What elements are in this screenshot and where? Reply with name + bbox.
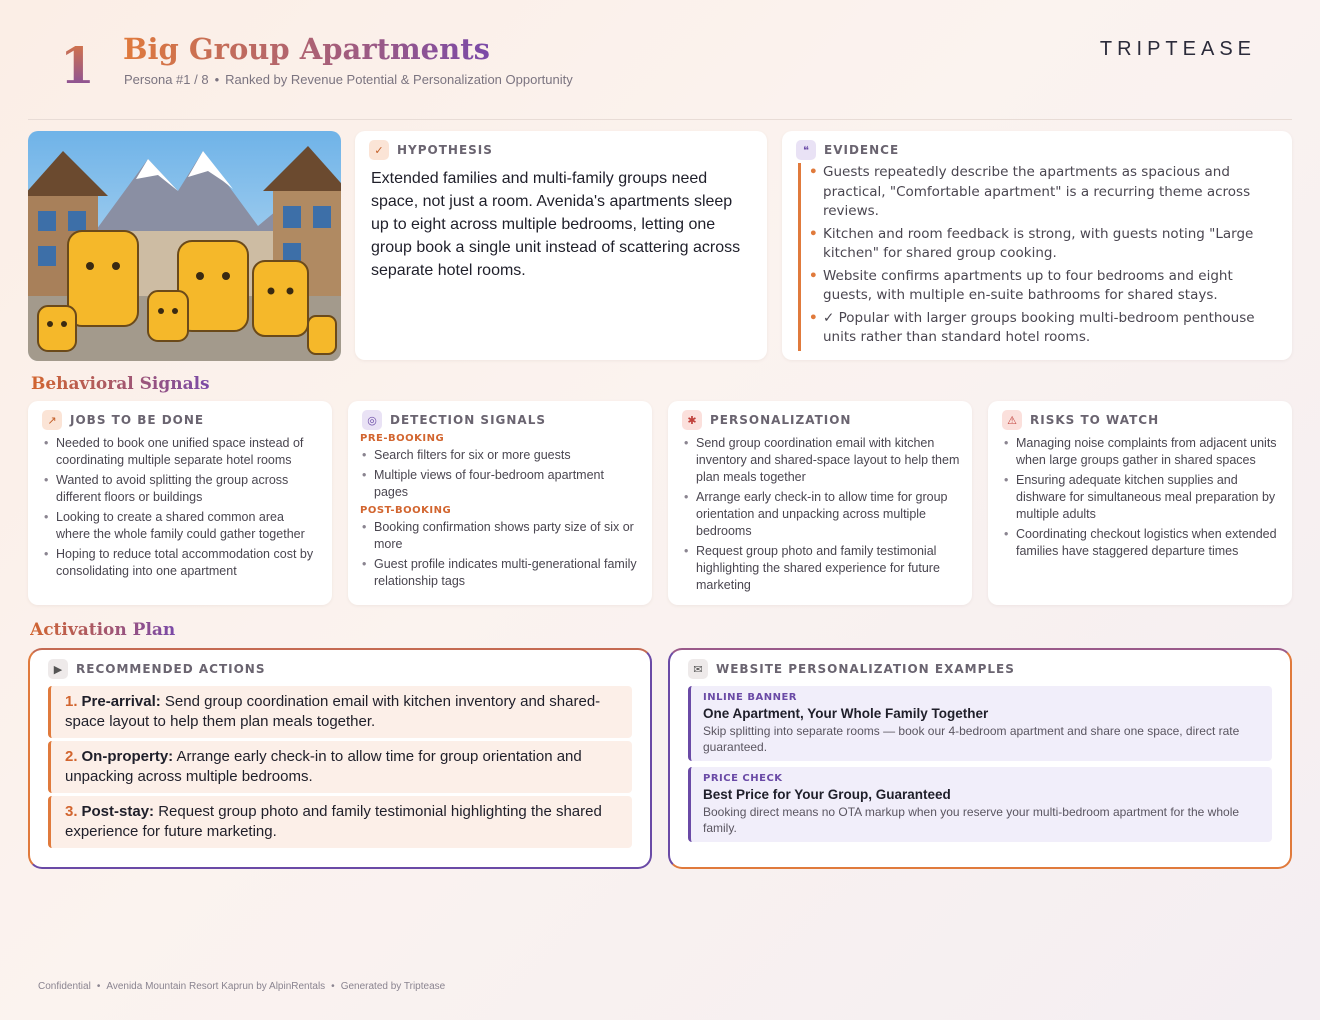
action-post-stay bbox=[48, 796, 632, 848]
evidence-item: • Website confirms apartments up to four bedrooms and eight guests, with multiple en-suite bathrooms for shared stays. bbox=[823, 267, 1278, 306]
hypothesis-title: HYPOTHESIS bbox=[397, 143, 493, 157]
hypothesis-card bbox=[355, 131, 767, 360]
list-item: • Needed to book one unified space instead of coordinating multiple separate hotel rooms bbox=[42, 435, 320, 469]
example-label: PRICE CHECK bbox=[703, 773, 783, 784]
evidence-list bbox=[798, 163, 1278, 351]
ranking-note: Ranked by Revenue Potential & Personalization Opportunity bbox=[225, 72, 573, 87]
personalization-list bbox=[682, 435, 960, 594]
sparkle-icon: ✱ bbox=[682, 410, 702, 430]
list-item: • Search filters for six or more guests bbox=[360, 447, 640, 464]
personalization-body bbox=[682, 435, 960, 597]
action-pre-arrival bbox=[48, 686, 632, 738]
action-text: Arrange early check-in to allow time for group orientation and unpacking across multiple bedrooms. bbox=[65, 748, 582, 785]
risks-card bbox=[988, 401, 1292, 605]
example-title: One Apartment, Your Whole Family Together bbox=[703, 706, 989, 721]
evidence-item: • Guests repeatedly describe the apartments as spacious and practical, "Comfortable apartment" is a recurring theme across reviews. bbox=[823, 163, 1278, 222]
detection-title: DETECTION SIGNALS bbox=[390, 413, 546, 427]
action-number: 1. bbox=[65, 693, 78, 710]
hero-illustration bbox=[28, 131, 341, 361]
list-item: • Looking to create a shared common area where the whole family could gather together bbox=[42, 509, 320, 543]
jobs-title: JOBS TO BE DONE bbox=[70, 413, 205, 427]
hypothesis-header bbox=[369, 140, 493, 160]
action-on-property bbox=[48, 741, 632, 793]
jobs-card bbox=[28, 401, 332, 605]
page-header bbox=[28, 30, 1292, 120]
risks-list bbox=[1002, 435, 1280, 560]
list-item: • Send group coordination email with kitchen inventory and shared-space layout to help them plan meals together bbox=[682, 435, 960, 486]
example-title: Best Price for Your Group, Guaranteed bbox=[703, 787, 951, 802]
arrow-up-right-icon: ↗ bbox=[42, 410, 62, 430]
evidence-title: EVIDENCE bbox=[824, 143, 900, 157]
jobs-header bbox=[42, 410, 204, 430]
detection-header bbox=[362, 410, 546, 430]
website-header bbox=[688, 659, 1015, 679]
mail-icon: ✉ bbox=[688, 659, 708, 679]
risks-body bbox=[1002, 435, 1280, 563]
evidence-header bbox=[796, 140, 899, 160]
evidence-card bbox=[782, 131, 1292, 360]
persona-count: Persona #1 / 8 bbox=[124, 72, 209, 87]
risks-header bbox=[1002, 410, 1159, 430]
inline-banner-example bbox=[688, 686, 1272, 761]
list-item: • Arrange early check-in to allow time for group orientation and unpacking across multiple bedrooms bbox=[682, 489, 960, 540]
target-icon: ◎ bbox=[362, 410, 382, 430]
jobs-list bbox=[42, 435, 320, 580]
pre-booking-label: PRE-BOOKING bbox=[360, 433, 445, 444]
example-body: Booking direct means no OTA markup when you reserve your multi-bedroom apartment for the whole family. bbox=[703, 805, 1240, 835]
footer-generated: Generated by Triptease bbox=[340, 981, 446, 992]
price-check-example bbox=[688, 767, 1272, 842]
separator-dot: • bbox=[96, 981, 101, 992]
pre-booking-list bbox=[360, 447, 640, 501]
brand-logo: TRIPTEASE bbox=[1099, 38, 1256, 60]
behavioral-signals-title: Behavioral Signals bbox=[31, 374, 210, 394]
evidence-item: • ✓ Popular with larger groups booking multi-bedroom penthouse units rather than standard hotel rooms. bbox=[823, 309, 1278, 348]
page-title: Big Group Apartments bbox=[123, 32, 490, 66]
recommended-actions-panel bbox=[28, 648, 652, 869]
action-number: 3. bbox=[65, 803, 78, 820]
warning-icon: ⚠ bbox=[1002, 410, 1022, 430]
personalization-title: PERSONALIZATION bbox=[710, 413, 852, 427]
example-body: Skip splitting into separate rooms — book our 4-bedroom apartment and share one space, direct rate guaranteed. bbox=[703, 724, 1240, 754]
activation-plan-title: Activation Plan bbox=[30, 620, 176, 640]
personalization-card bbox=[668, 401, 972, 605]
post-booking-label: POST-BOOKING bbox=[360, 505, 452, 516]
play-icon: ▶ bbox=[48, 659, 68, 679]
list-item: • Multiple views of four-bedroom apartment pages bbox=[360, 467, 640, 501]
footer-confidential: Confidential bbox=[38, 981, 91, 992]
jobs-body bbox=[42, 435, 320, 583]
list-item: • Hoping to reduce total accommodation cost by consolidating into one apartment bbox=[42, 546, 320, 580]
page-subtitle bbox=[124, 72, 573, 87]
separator-dot: • bbox=[331, 981, 335, 992]
evidence-item: • Kitchen and room feedback is strong, with guests noting "Large kitchen" for shared group cooking. bbox=[823, 225, 1278, 264]
action-label: Post-stay: bbox=[81, 803, 155, 820]
page-footer bbox=[38, 981, 445, 992]
hypothesis-text: Extended families and multi-family groups need space, not just a room. Avenida's apartments sleep up to eight across multiple bedrooms, letting one group book a single unit instead of scattering across separate hotel rooms. bbox=[371, 170, 741, 279]
list-item: • Wanted to avoid splitting the group across different floors or buildings bbox=[42, 472, 320, 506]
list-item: • Coordinating checkout logistics when extended families have staggered departure times bbox=[1002, 526, 1280, 560]
list-item: • Guest profile indicates multi-generational family relationship tags bbox=[360, 556, 640, 590]
action-label: On-property: bbox=[81, 748, 174, 765]
action-number: 2. bbox=[65, 748, 78, 765]
website-title: WEBSITE PERSONALIZATION EXAMPLES bbox=[716, 662, 1015, 676]
action-label: Pre-arrival: bbox=[81, 693, 161, 710]
check-icon: ✓ bbox=[369, 140, 389, 160]
persona-rank: 1 bbox=[60, 36, 95, 95]
list-item: • Managing noise complaints from adjacent units when large groups gather in shared spaces bbox=[1002, 435, 1280, 469]
list-item: • Ensuring adequate kitchen supplies and dishware for simultaneous meal preparation by multiple adults bbox=[1002, 472, 1280, 523]
footer-property: Avenida Mountain Resort Kaprun by AlpinRentals bbox=[106, 981, 326, 992]
website-personalization-panel bbox=[668, 648, 1292, 869]
action-text: Send group coordination email with kitchen inventory and shared-space layout to help them plan meals together. bbox=[65, 693, 601, 730]
action-text: Request group photo and family testimonial highlighting the shared experience for future marketing. bbox=[65, 803, 602, 840]
separator-dot: • bbox=[214, 72, 220, 87]
detection-card bbox=[348, 401, 652, 605]
luggage-family-illustration bbox=[28, 131, 341, 361]
personalization-header bbox=[682, 410, 851, 430]
example-label: INLINE BANNER bbox=[703, 692, 797, 703]
quote-icon: ❝ bbox=[796, 140, 816, 160]
list-item: • Request group photo and family testimonial highlighting the shared experience for future marketing bbox=[682, 543, 960, 594]
actions-header bbox=[48, 659, 266, 679]
detection-body bbox=[360, 433, 640, 593]
post-booking-list bbox=[360, 519, 640, 590]
list-item: • Booking confirmation shows party size of six or more bbox=[360, 519, 640, 553]
risks-title: RISKS TO WATCH bbox=[1030, 413, 1160, 427]
actions-title: RECOMMENDED ACTIONS bbox=[76, 662, 266, 676]
